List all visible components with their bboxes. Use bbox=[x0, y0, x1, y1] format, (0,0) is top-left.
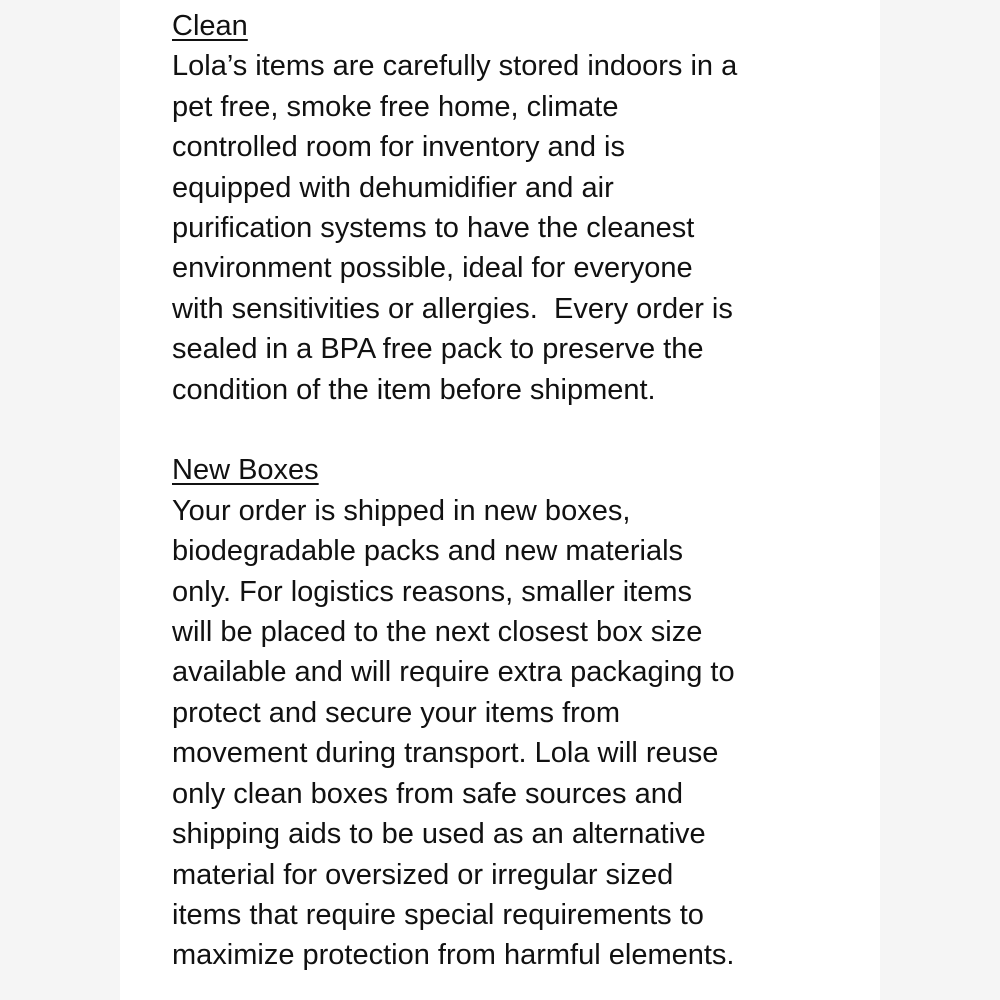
paragraph-line: movement during transport. Lola will reuse bbox=[172, 737, 719, 770]
document-page bbox=[120, 0, 880, 1000]
paragraph-line: purification systems to have the cleanest bbox=[172, 212, 695, 245]
paragraph-line: protect and secure your items from bbox=[172, 696, 621, 729]
paragraph-line: available and will require extra packaging to bbox=[172, 656, 735, 689]
section-heading: New Boxes bbox=[172, 454, 319, 487]
paragraph-line: sealed in a BPA free pack to preserve the bbox=[172, 333, 704, 366]
paragraph-line: Lola’s items are carefully stored indoors in a bbox=[172, 50, 738, 83]
paragraph-line: shipping aids to be used as an alternative bbox=[172, 818, 706, 851]
section-heading: Clean bbox=[172, 10, 248, 42]
paragraph-line: pet free, smoke free home, climate bbox=[172, 90, 619, 123]
paragraph-line: maximize protection from harmful elements. bbox=[172, 939, 735, 972]
paragraph-line: biodegradable packs and new materials bbox=[172, 535, 684, 568]
section-spacer bbox=[172, 410, 737, 450]
paragraph-line: Your order is shipped in new boxes, bbox=[172, 494, 631, 527]
paragraph-line: with sensitivities or allergies. Every order is bbox=[172, 292, 733, 325]
paragraph-line: condition of the item before shipment. bbox=[172, 373, 656, 406]
paragraph-line: material for oversized or irregular sized bbox=[172, 858, 674, 891]
paragraph-line: only clean boxes from safe sources and bbox=[172, 777, 683, 810]
paragraph-line: environment possible, ideal for everyone bbox=[172, 252, 693, 285]
paragraph-line: only. For logistics reasons, smaller items bbox=[172, 575, 693, 608]
document-body bbox=[172, 6, 737, 976]
paragraph-line: controlled room for inventory and is bbox=[172, 131, 625, 164]
paragraph-line: equipped with dehumidifier and air bbox=[172, 171, 614, 204]
paragraph-line: items that require special requirements to bbox=[172, 898, 704, 931]
paragraph-line: will be placed to the next closest box size bbox=[172, 616, 703, 649]
